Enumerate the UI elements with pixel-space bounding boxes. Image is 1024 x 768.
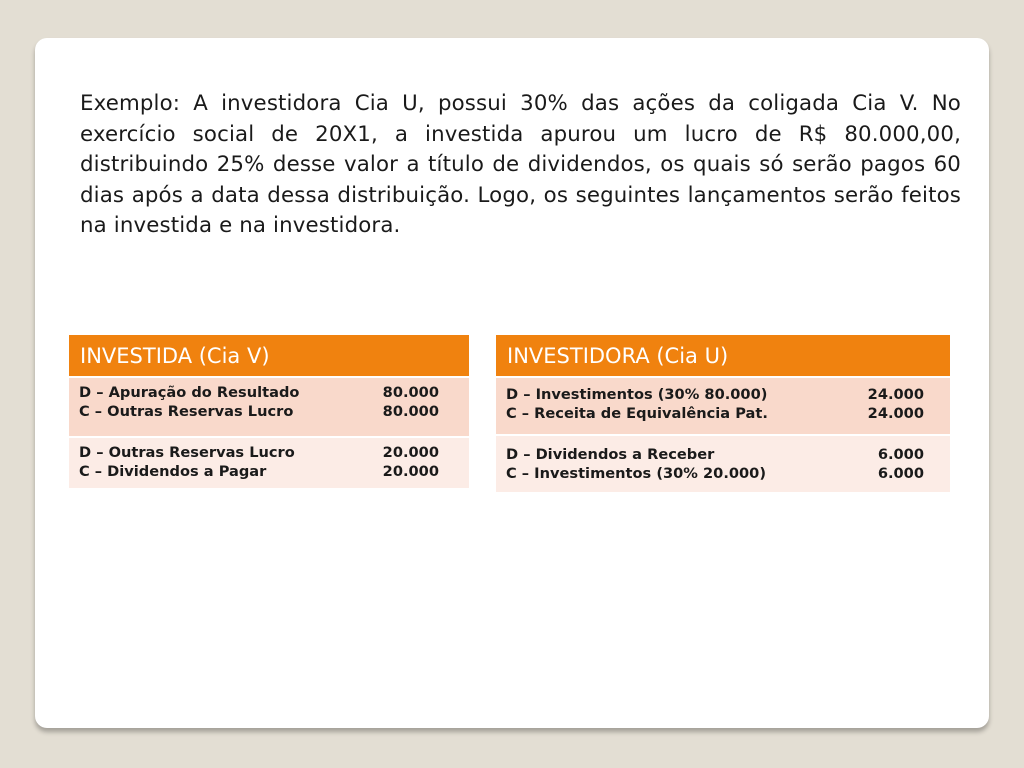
investida-entry-1 <box>69 378 469 438</box>
credit-value: 24.000 <box>867 405 924 422</box>
debit-line <box>506 445 940 464</box>
debit-value: 20.000 <box>382 444 439 461</box>
credit-label: C – Dividendos a Pagar <box>79 463 267 480</box>
debit-label: D – Outras Reservas Lucro <box>79 444 295 461</box>
investida-title: INVESTIDA (Cia V) <box>69 335 469 378</box>
debit-label: D – Apuração do Resultado <box>79 384 300 401</box>
credit-line <box>506 464 940 483</box>
debit-label: D – Investimentos (30% 80.000) <box>506 386 768 403</box>
debit-value: 6.000 <box>877 446 924 463</box>
credit-line <box>79 462 459 481</box>
investida-entry-2 <box>69 438 469 490</box>
debit-line <box>506 385 940 404</box>
investidora-table <box>496 335 950 494</box>
debit-value: 80.000 <box>382 384 439 401</box>
credit-line <box>79 402 459 421</box>
debit-line <box>79 443 459 462</box>
debit-value: 24.000 <box>867 386 924 403</box>
investidora-entry-1 <box>496 378 950 436</box>
credit-label: C – Investimentos (30% 20.000) <box>506 465 766 482</box>
credit-value: 6.000 <box>877 465 924 482</box>
investida-table <box>69 335 469 490</box>
credit-value: 80.000 <box>382 403 439 420</box>
credit-line <box>506 404 940 423</box>
credit-label: C – Outras Reservas Lucro <box>79 403 294 420</box>
investidora-entry-2 <box>496 436 950 494</box>
example-paragraph: Exemplo: A investidora Cia U, possui 30% das ações da coligada Cia V. No exercício social de 20X1, a investida apurou um lucro de R$ 80.000,00, distribuindo 25% desse valor a título de dividendos, os quais só serão pagos 60 dias após a data dessa distribuição. Logo, os seguintes lançamentos serão feitos na investida e na investidora. <box>80 91 961 239</box>
debit-label: D – Dividendos a Receber <box>506 446 715 463</box>
credit-label: C – Receita de Equivalência Pat. <box>506 405 768 422</box>
debit-line <box>79 383 459 402</box>
credit-value: 20.000 <box>382 463 439 480</box>
investidora-title: INVESTIDORA (Cia U) <box>496 335 950 378</box>
